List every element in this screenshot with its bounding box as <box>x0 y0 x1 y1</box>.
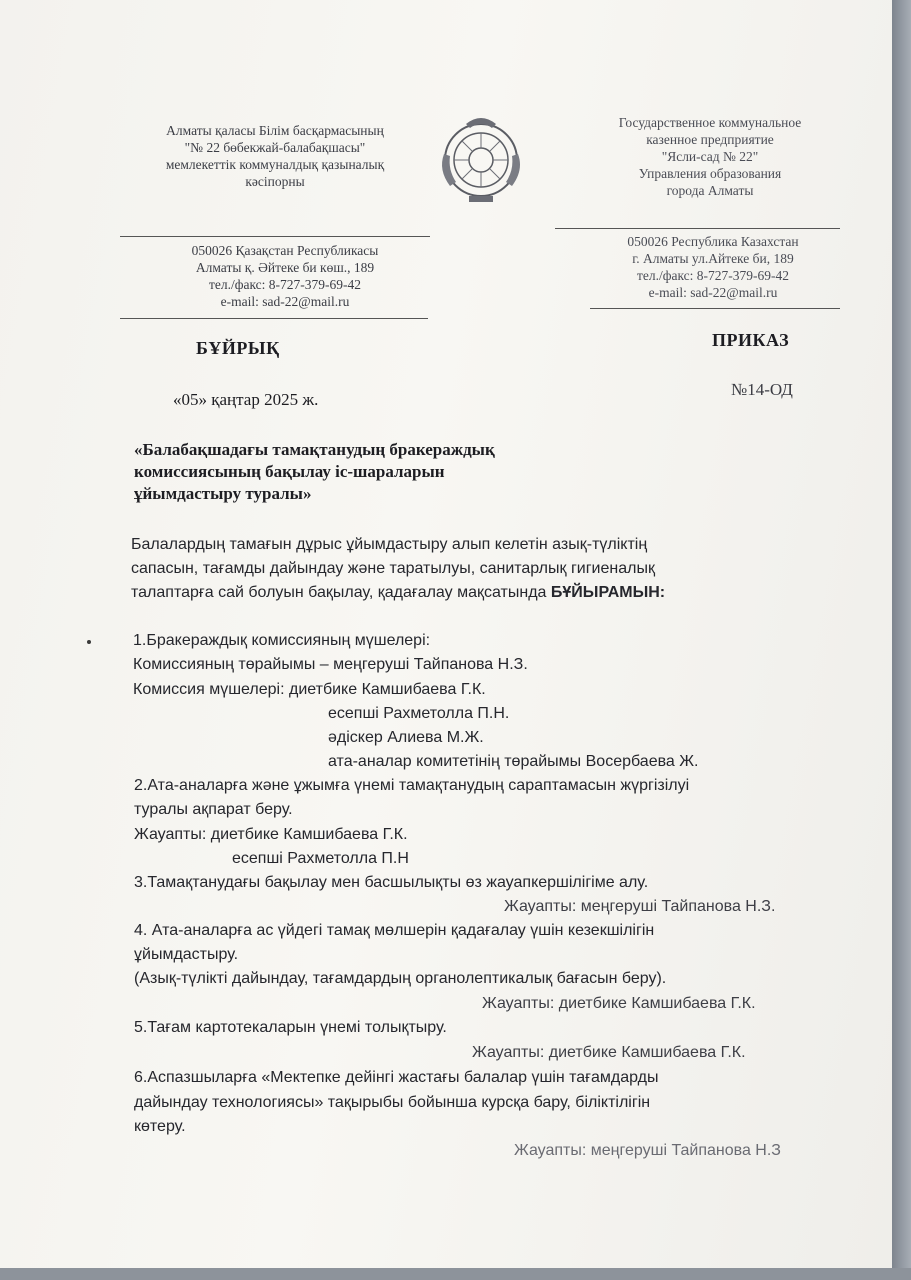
list-item: ата-аналар комитетінің төрайымы Восербаева Ж. <box>328 753 699 770</box>
list-item: есепші Рахметолла П.Н. <box>328 705 510 722</box>
background-edge <box>892 0 911 1280</box>
intro-line: Балалардың тамағын дұрыс ұйымдастыру алып келетін азық-түліктің <box>131 536 648 553</box>
list-item: 3.Тамақтанудағы бақылау мен басшылықты өз жауапкершілігіме алу. <box>134 874 649 891</box>
list-item: ұйымдастыру. <box>134 946 239 963</box>
header-rule-right-bottom <box>590 308 840 309</box>
doc-date: «05» қаңтар 2025 ж. <box>173 390 319 409</box>
intro-line-last: талаптарға сай болуын бақылау, қадағалау мақсатында БҰЙЫРАМЫН: <box>131 584 666 601</box>
list-item: туралы ақпарат беру. <box>134 801 293 818</box>
list-item: Жауапты: диетбике Камшибаева Г.К. <box>134 826 408 843</box>
doc-subject: «Балабақшадағы тамақтанудың бракераждық комиссиясының бақылау іс-шараларын ұйымдастыру туралы» <box>134 440 495 503</box>
header-rule-left-bottom <box>120 318 428 319</box>
address-ru: 050026 Республика Казахстан г. Алматы ул.Айтеке би, 189 тел./факс: 8-727-379-69-42 e-mail: sad-22@mail.ru <box>627 234 799 300</box>
list-item: Комиссияның төрайымы – меңгеруші Тайпанова Н.З. <box>133 656 528 673</box>
list-item: Жауапты: меңгеруші Тайпанова Н.З <box>514 1142 781 1159</box>
state-emblem-icon <box>436 110 526 206</box>
header-rule-right-top <box>555 228 840 229</box>
header-rule-left-top <box>120 236 430 237</box>
background-bottom <box>0 1268 911 1280</box>
list-item: Жауапты: диетбике Камшибаева Г.К. <box>482 995 756 1012</box>
org-name-kz: Алматы қаласы Білім басқармасының "№ 22 бөбекжай-балабақшасы" мемлекеттік коммуналдық қазыналық кәсіпорны <box>165 123 385 189</box>
list-item: әдіскер Алиева М.Ж. <box>328 729 484 746</box>
intro-line: сапасын, тағамды дайындау және таратылуы, санитарлық гигиеналық <box>131 560 655 577</box>
list-item: 2.Ата-аналарға және ұжымға үнемі тамақтанудың сараптамасын жүргізілуі <box>134 777 690 794</box>
list-item: 5.Тағам картотекаларын үнемі толықтыру. <box>134 1019 447 1036</box>
list-item: дайындау технологиясы» тақырыбы бойынша курсқа бару, біліктілігін <box>134 1094 651 1111</box>
ink-dot <box>87 640 91 644</box>
doc-number: №14-ОД <box>731 380 793 399</box>
order-keyword: БҰЙЫРАМЫН: <box>550 584 666 601</box>
address-kz: 050026 Қазақстан Республикасы Алматы қ. Әйтеке би көш., 189 тел./факс: 8-727-379-69-42 e-mail: sad-22@mail.ru <box>191 243 379 309</box>
list-item: 1.Бракераждық комиссияның мүшелері: <box>133 632 431 649</box>
list-item: Комиссия мүшелері: диетбике Камшибаева Г.К. <box>133 681 486 698</box>
list-item: Жауапты: диетбике Камшибаева Г.К. <box>472 1044 746 1061</box>
list-item: есепші Рахметолла П.Н <box>232 850 409 867</box>
list-item: 6.Аспазшыларға «Мектепке дейінгі жастағы балалар үшін тағамдарды <box>134 1069 659 1086</box>
list-item: 4. Ата-аналарға ас үйдегі тамақ мөлшерін қадағалау үшін кезекшілігін <box>134 922 655 939</box>
list-item: (Азық-түлікті дайындау, тағамдардың органолептикалық бағасын беру). <box>134 970 667 987</box>
doc-title-ru: ПРИКАЗ <box>712 330 790 350</box>
doc-title-kz: БҰЙРЫҚ <box>196 338 280 358</box>
list-item: көтеру. <box>134 1118 186 1135</box>
org-name-ru: Государственное коммунальное казенное предприятие "Ясли-сад № 22" Управления образования города Алматы <box>618 115 802 198</box>
list-item: Жауапты: меңгеруші Тайпанова Н.З. <box>504 898 776 915</box>
